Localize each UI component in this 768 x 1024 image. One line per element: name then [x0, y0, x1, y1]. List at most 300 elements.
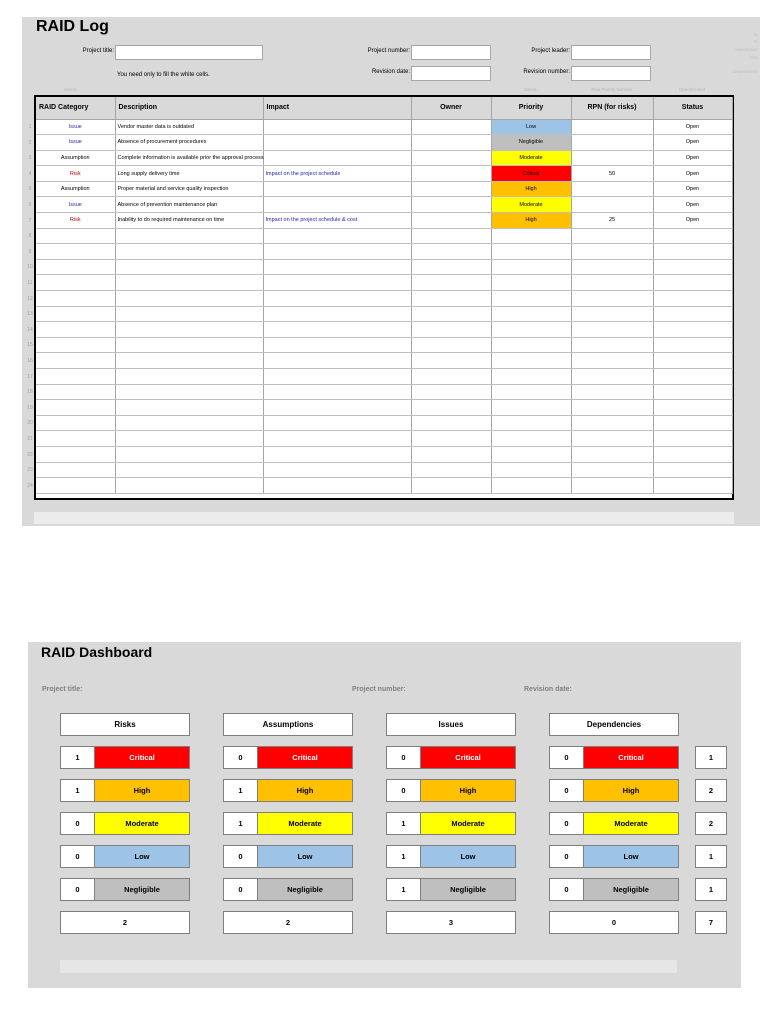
table-row: [36, 275, 732, 291]
level-count: 0: [550, 813, 584, 834]
category-cell[interactable]: [36, 415, 115, 431]
table-row: [36, 150, 732, 166]
level-label: Negligible: [421, 879, 515, 900]
level-label: Critical: [584, 747, 678, 768]
row-number: 19: [27, 404, 33, 411]
level-count: 1: [224, 780, 258, 801]
level-label: Moderate: [421, 813, 515, 834]
owner-cell[interactable]: [411, 166, 491, 182]
description-cell[interactable]: [115, 244, 263, 260]
level-label: Moderate: [258, 813, 352, 834]
category-cell[interactable]: [36, 275, 115, 291]
rpn-cell[interactable]: [571, 259, 653, 275]
category-cell[interactable]: [36, 478, 115, 494]
status-cell[interactable]: Open: [653, 197, 732, 213]
dashboard-level-row: [386, 746, 516, 769]
category-cell[interactable]: [36, 353, 115, 369]
priority-cell[interactable]: High: [491, 213, 571, 229]
row-number: 15: [27, 342, 33, 349]
rpn-cell[interactable]: [571, 197, 653, 213]
impact-cell[interactable]: [263, 431, 411, 447]
row-number: 16: [27, 358, 33, 364]
status-cell[interactable]: [653, 275, 732, 291]
rpn-cell[interactable]: [571, 369, 653, 385]
status-cell[interactable]: [653, 478, 732, 494]
description-cell[interactable]: [115, 400, 263, 416]
impact-cell[interactable]: [263, 337, 411, 353]
priority-cell[interactable]: [491, 275, 571, 291]
priority-cell[interactable]: [491, 478, 571, 494]
category-total: 3: [386, 911, 516, 934]
description-cell[interactable]: [115, 259, 263, 275]
status-cell[interactable]: [653, 415, 732, 431]
owner-cell[interactable]: [411, 337, 491, 353]
dashboard-level-row: [60, 746, 190, 769]
impact-cell[interactable]: [263, 369, 411, 385]
impact-cell[interactable]: Impact on the project schedule & cost: [263, 213, 411, 229]
priority-cell[interactable]: Moderate: [491, 197, 571, 213]
impact-cell[interactable]: [263, 150, 411, 166]
impact-cell[interactable]: [263, 353, 411, 369]
owner-cell[interactable]: [411, 213, 491, 229]
priority-hint: Select...: [523, 87, 541, 92]
impact-cell[interactable]: [263, 291, 411, 307]
rpn-cell[interactable]: 50: [571, 166, 653, 182]
description-cell[interactable]: [115, 446, 263, 462]
priority-cell[interactable]: [491, 228, 571, 244]
status-cell[interactable]: [653, 291, 732, 307]
owner-cell[interactable]: [411, 322, 491, 338]
table-row: [36, 322, 732, 338]
level-row-total: 2: [695, 812, 727, 835]
rpn-cell[interactable]: [571, 478, 653, 494]
category-cell[interactable]: Issue: [36, 135, 115, 151]
rpn-cell[interactable]: [571, 291, 653, 307]
category-hint: Select...: [63, 87, 81, 92]
level-count: 0: [387, 780, 421, 801]
rpn-cell[interactable]: [571, 400, 653, 416]
rpn-hint: Risk Priority Number: [591, 87, 633, 92]
level-count: 0: [550, 747, 584, 768]
log-footer-bar: [34, 512, 734, 524]
status-cell[interactable]: [653, 228, 732, 244]
table-row: [36, 259, 732, 275]
priority-cell[interactable]: [491, 446, 571, 462]
impact-cell[interactable]: [263, 228, 411, 244]
revision-date-field[interactable]: [411, 66, 491, 81]
priority-cell[interactable]: [491, 244, 571, 260]
owner-cell[interactable]: [411, 197, 491, 213]
table-row: [36, 197, 732, 213]
dashboard-level-row: [60, 779, 190, 802]
fill-note: You need only to fill the white cells.: [117, 72, 210, 78]
level-row-total: 1: [695, 746, 727, 769]
description-cell[interactable]: [115, 384, 263, 400]
col-header-owner: Owner: [411, 97, 491, 119]
project-leader-label: Project leader:: [531, 48, 570, 54]
dashboard-level-row: [549, 812, 679, 835]
category-cell[interactable]: [36, 322, 115, 338]
level-label: Low: [95, 846, 189, 867]
priority-cell[interactable]: [491, 369, 571, 385]
impact-cell[interactable]: [263, 275, 411, 291]
row-number: 3: [28, 155, 32, 162]
owner-cell[interactable]: [411, 431, 491, 447]
dashboard-column-dependencies: [549, 713, 679, 934]
table-row: [36, 291, 732, 307]
dashboard-level-row: [223, 746, 353, 769]
dashboard-level-row: [223, 779, 353, 802]
owner-cell[interactable]: [411, 150, 491, 166]
priority-cell[interactable]: [491, 400, 571, 416]
impact-cell[interactable]: [263, 384, 411, 400]
priority-cell[interactable]: Critical: [491, 166, 571, 182]
side-list-item: Issu: [749, 55, 758, 60]
level-label: Critical: [258, 747, 352, 768]
level-label: High: [421, 780, 515, 801]
impact-cell[interactable]: [263, 322, 411, 338]
rpn-cell[interactable]: [571, 462, 653, 478]
owner-cell[interactable]: [411, 135, 491, 151]
impact-cell[interactable]: [263, 400, 411, 416]
priority-cell[interactable]: [491, 291, 571, 307]
dashboard-level-row: [549, 779, 679, 802]
owner-cell[interactable]: [411, 400, 491, 416]
level-label: Moderate: [584, 813, 678, 834]
level-label: Negligible: [258, 879, 352, 900]
owner-cell[interactable]: [411, 259, 491, 275]
table-row: [36, 369, 732, 385]
category-total: 0: [549, 911, 679, 934]
status-cell[interactable]: [653, 431, 732, 447]
impact-cell[interactable]: [263, 259, 411, 275]
category-cell[interactable]: [36, 306, 115, 322]
category-cell[interactable]: [36, 291, 115, 307]
description-cell[interactable]: Long supply delivery time: [115, 166, 263, 182]
priority-cell[interactable]: High: [491, 181, 571, 197]
priority-cell[interactable]: [491, 384, 571, 400]
priority-cell[interactable]: Moderate: [491, 150, 571, 166]
status-cell[interactable]: [653, 353, 732, 369]
rpn-cell[interactable]: [571, 322, 653, 338]
owner-cell[interactable]: [411, 462, 491, 478]
status-cell[interactable]: [653, 244, 732, 260]
dashboard-level-row: [223, 878, 353, 901]
table-row: [36, 228, 732, 244]
row-number: 2: [28, 139, 32, 146]
level-count: 0: [387, 747, 421, 768]
table-row: [36, 415, 732, 431]
category-cell[interactable]: [36, 384, 115, 400]
rpn-cell[interactable]: [571, 228, 653, 244]
description-cell[interactable]: [115, 462, 263, 478]
category-cell[interactable]: [36, 337, 115, 353]
project-number-label: Project number:: [367, 48, 410, 54]
priority-cell[interactable]: [491, 322, 571, 338]
impact-cell[interactable]: Impact on the project schedule: [263, 166, 411, 182]
table-row: [36, 431, 732, 447]
level-count: 0: [224, 747, 258, 768]
category-cell[interactable]: [36, 369, 115, 385]
table-row: [36, 462, 732, 478]
dashboard-column-assumptions: [223, 713, 353, 934]
table-row: [36, 306, 732, 322]
level-count: 0: [224, 879, 258, 900]
owner-cell[interactable]: [411, 478, 491, 494]
owner-cell[interactable]: [411, 228, 491, 244]
category-cell[interactable]: Risk: [36, 213, 115, 229]
row-number: 6: [28, 202, 32, 208]
rpn-cell[interactable]: [571, 446, 653, 462]
category-cell[interactable]: [36, 259, 115, 275]
row-number: 14: [27, 326, 33, 333]
impact-cell[interactable]: [263, 478, 411, 494]
status-cell[interactable]: [653, 337, 732, 353]
rpn-cell[interactable]: [571, 353, 653, 369]
row-number: 13: [27, 311, 33, 318]
dashboard-level-row: [223, 812, 353, 835]
rpn-cell[interactable]: [571, 181, 653, 197]
dashboard-category-header: Assumptions: [223, 713, 353, 736]
rpn-cell[interactable]: [571, 150, 653, 166]
dashboard-level-row: [549, 746, 679, 769]
category-cell[interactable]: [36, 228, 115, 244]
project-title-field[interactable]: [115, 45, 263, 60]
dashboard-level-row: [386, 779, 516, 802]
priority-cell[interactable]: [491, 337, 571, 353]
owner-cell[interactable]: [411, 353, 491, 369]
level-label: Low: [421, 846, 515, 867]
priority-cell[interactable]: [491, 415, 571, 431]
project-number-field[interactable]: [411, 45, 491, 60]
col-header-impact: Impact: [263, 97, 411, 119]
status-cell[interactable]: Open: [653, 181, 732, 197]
impact-cell[interactable]: [263, 462, 411, 478]
category-cell[interactable]: [36, 446, 115, 462]
revision-number-field[interactable]: [571, 66, 651, 81]
status-cell[interactable]: [653, 446, 732, 462]
row-number: 7: [28, 217, 32, 224]
project-leader-field[interactable]: [571, 45, 651, 60]
priority-cell[interactable]: [491, 306, 571, 322]
level-label: Negligible: [95, 879, 189, 900]
dash-project-title-label: Project title:: [42, 686, 83, 693]
level-count: 1: [224, 813, 258, 834]
status-hint: Open/Closed: [678, 87, 706, 92]
category-cell[interactable]: Issue: [36, 197, 115, 213]
description-cell[interactable]: [115, 306, 263, 322]
description-cell[interactable]: Absence of prevention maintenance plan: [115, 197, 263, 213]
row-number: 10: [27, 264, 33, 271]
priority-cell[interactable]: [491, 353, 571, 369]
rpn-cell[interactable]: [571, 431, 653, 447]
status-cell[interactable]: Open: [653, 150, 732, 166]
level-count: 0: [224, 846, 258, 867]
row-number: 22: [27, 451, 33, 458]
impact-cell[interactable]: [263, 197, 411, 213]
status-cell[interactable]: [653, 384, 732, 400]
description-cell[interactable]: [115, 478, 263, 494]
impact-cell[interactable]: [263, 244, 411, 260]
category-total: 2: [60, 911, 190, 934]
description-cell[interactable]: Vendor master data is outdated: [115, 119, 263, 135]
description-cell[interactable]: [115, 322, 263, 338]
level-count: 0: [61, 846, 95, 867]
status-cell[interactable]: Open: [653, 213, 732, 229]
category-cell[interactable]: Assumption: [36, 181, 115, 197]
impact-cell[interactable]: [263, 306, 411, 322]
table-row: [36, 337, 732, 353]
level-label: Low: [584, 846, 678, 867]
owner-cell[interactable]: [411, 446, 491, 462]
level-row-total: 1: [695, 878, 727, 901]
revision-date-label: Revision date:: [371, 69, 410, 75]
status-cell[interactable]: Open: [653, 166, 732, 182]
level-label: Low: [258, 846, 352, 867]
description-cell[interactable]: [115, 353, 263, 369]
dashboard-level-row: [60, 812, 190, 835]
impact-cell[interactable]: [263, 181, 411, 197]
status-cell[interactable]: [653, 259, 732, 275]
description-cell[interactable]: [115, 291, 263, 307]
raid-log-sheet: [22, 17, 760, 526]
owner-cell[interactable]: [411, 119, 491, 135]
level-label: High: [95, 780, 189, 801]
status-cell[interactable]: Open: [653, 119, 732, 135]
level-label: High: [584, 780, 678, 801]
category-cell[interactable]: [36, 400, 115, 416]
category-cell[interactable]: Risk: [36, 166, 115, 182]
level-label: Moderate: [95, 813, 189, 834]
raid-dashboard-sheet: [28, 642, 741, 988]
owner-cell[interactable]: [411, 244, 491, 260]
row-number: 9: [28, 248, 32, 255]
status-cell[interactable]: Open: [653, 135, 732, 151]
row-number: 4: [28, 170, 32, 177]
category-cell[interactable]: Issue: [36, 119, 115, 135]
rpn-cell[interactable]: [571, 384, 653, 400]
dashboard-level-row: [386, 878, 516, 901]
table-row: [36, 119, 732, 135]
col-header-description: Description: [115, 97, 263, 119]
description-cell[interactable]: Absence of procurement procedures: [115, 135, 263, 151]
category-cell[interactable]: [36, 431, 115, 447]
table-row: [36, 478, 732, 494]
owner-cell[interactable]: [411, 181, 491, 197]
row-number: 1: [28, 124, 32, 130]
side-list-item: Ri: [753, 39, 758, 44]
description-cell[interactable]: [115, 337, 263, 353]
category-cell[interactable]: [36, 462, 115, 478]
row-number: 18: [27, 389, 33, 396]
description-cell[interactable]: [115, 415, 263, 431]
description-cell[interactable]: [115, 275, 263, 291]
level-count: 0: [550, 879, 584, 900]
table-row: [36, 213, 732, 229]
owner-cell[interactable]: [411, 275, 491, 291]
dash-revision-date-label: Revision date:: [524, 686, 572, 693]
level-count: 1: [387, 813, 421, 834]
level-label: Critical: [95, 747, 189, 768]
table-row: [36, 400, 732, 416]
side-list-item: Assumption: [734, 47, 758, 52]
rpn-cell[interactable]: 25: [571, 213, 653, 229]
status-cell[interactable]: [653, 462, 732, 478]
col-header-status: Status: [653, 97, 732, 119]
description-cell[interactable]: Inability to do required maintenance on time: [115, 213, 263, 229]
rpn-cell[interactable]: [571, 244, 653, 260]
category-cell[interactable]: Assumption: [36, 150, 115, 166]
rpn-cell[interactable]: [571, 337, 653, 353]
rpn-cell[interactable]: [571, 135, 653, 151]
owner-cell[interactable]: [411, 384, 491, 400]
row-number: 21: [27, 436, 33, 442]
impact-cell[interactable]: [263, 415, 411, 431]
status-cell[interactable]: [653, 400, 732, 416]
dashboard-category-header: Risks: [60, 713, 190, 736]
priority-cell[interactable]: [491, 259, 571, 275]
category-cell[interactable]: [36, 244, 115, 260]
side-list-item: Ty: [753, 32, 758, 37]
project-title-label: Project title:: [82, 48, 114, 54]
priority-cell[interactable]: [491, 462, 571, 478]
status-cell[interactable]: [653, 369, 732, 385]
row-number: 20: [27, 420, 33, 427]
owner-cell[interactable]: [411, 291, 491, 307]
description-cell[interactable]: Proper material and service quality inspection: [115, 181, 263, 197]
col-header-category: RAID Category: [36, 97, 115, 119]
level-row-total: 1: [695, 845, 727, 868]
priority-cell[interactable]: [491, 431, 571, 447]
raid-log-body: [36, 119, 732, 493]
description-cell[interactable]: [115, 369, 263, 385]
level-count: 0: [61, 813, 95, 834]
row-number: 11: [27, 280, 33, 286]
rpn-cell[interactable]: [571, 306, 653, 322]
priority-cell[interactable]: Low: [491, 119, 571, 135]
table-row: [36, 244, 732, 260]
description-cell[interactable]: [115, 431, 263, 447]
rpn-cell[interactable]: [571, 119, 653, 135]
dashboard-column-issues: [386, 713, 516, 934]
owner-cell[interactable]: [411, 306, 491, 322]
row-number: 24: [27, 482, 33, 489]
row-number: 8: [28, 233, 32, 240]
owner-cell[interactable]: [411, 369, 491, 385]
dashboard-footer-bar: [60, 960, 677, 973]
rpn-cell[interactable]: [571, 275, 653, 291]
dashboard-title: RAID Dashboard: [41, 644, 153, 660]
description-cell[interactable]: Complete information is available prior the approval process: [115, 150, 263, 166]
level-label: High: [258, 780, 352, 801]
dashboard-column-risks: [60, 713, 190, 934]
col-header-rpn: RPN (for risks): [571, 97, 653, 119]
category-total: 2: [223, 911, 353, 934]
table-row: [36, 353, 732, 369]
description-cell[interactable]: [115, 228, 263, 244]
status-cell[interactable]: [653, 306, 732, 322]
impact-cell[interactable]: [263, 119, 411, 135]
priority-cell[interactable]: Negligible: [491, 135, 571, 151]
rpn-cell[interactable]: [571, 415, 653, 431]
impact-cell[interactable]: [263, 446, 411, 462]
impact-cell[interactable]: [263, 135, 411, 151]
table-row: [36, 446, 732, 462]
row-number: 12: [27, 295, 33, 302]
status-cell[interactable]: [653, 322, 732, 338]
owner-cell[interactable]: [411, 415, 491, 431]
level-label: Critical: [421, 747, 515, 768]
